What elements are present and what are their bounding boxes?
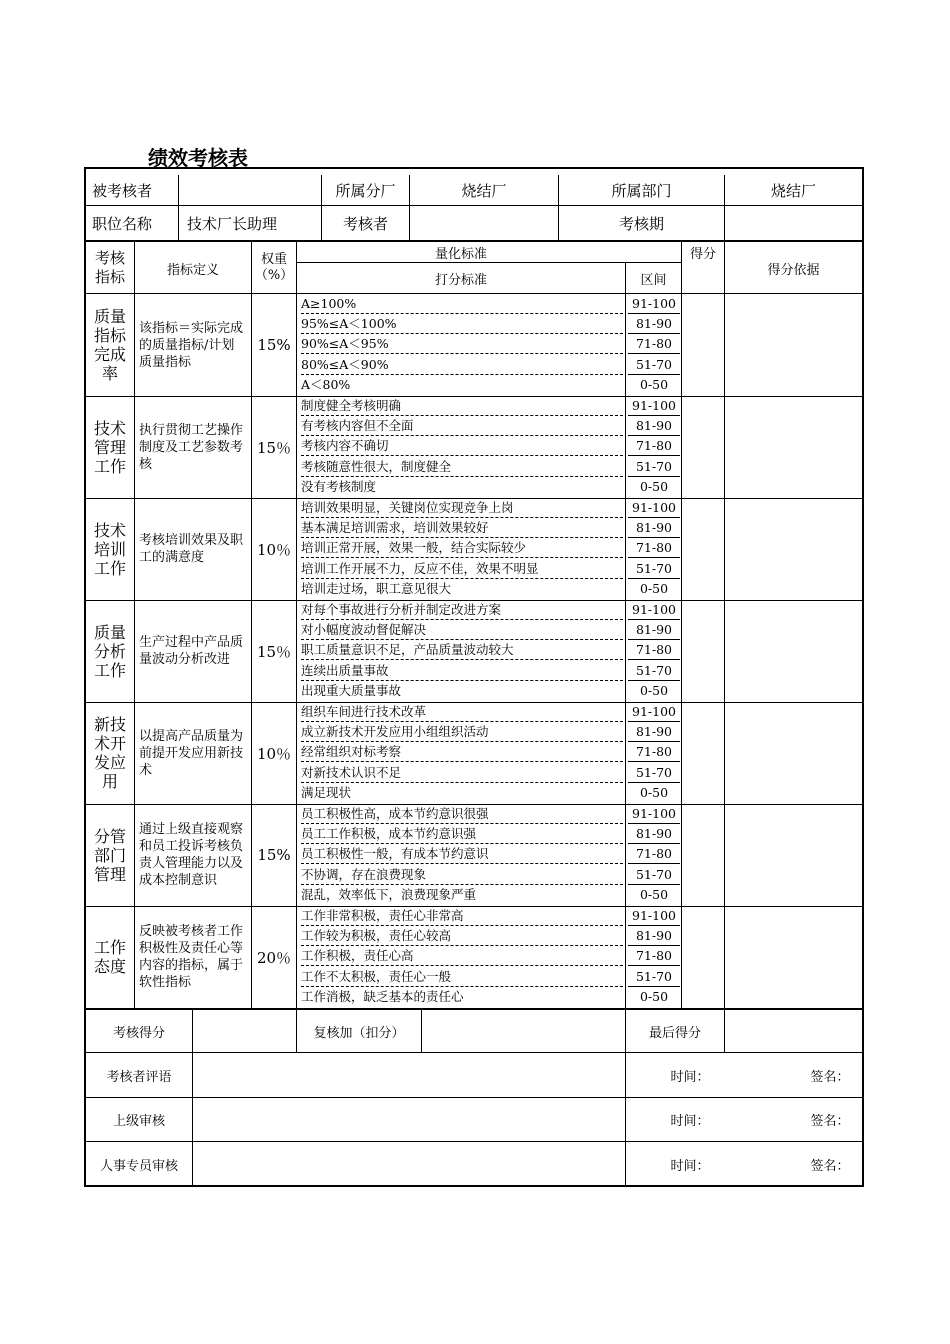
score-range: 91-100 xyxy=(628,703,680,722)
divider xyxy=(84,240,864,242)
examinee-field[interactable] xyxy=(179,175,321,205)
header-definition: 指标定义 xyxy=(166,262,219,278)
examiner-field[interactable] xyxy=(410,206,558,240)
page-title: 绩效考核表 xyxy=(148,146,248,170)
header-quant: 量化标准 xyxy=(434,247,487,262)
score-basis-input[interactable] xyxy=(725,804,862,906)
score-basis-input[interactable] xyxy=(725,498,862,600)
score-input[interactable] xyxy=(682,294,724,396)
score-label: 考核得分 xyxy=(112,1025,165,1041)
indicator-name: 技术 管理 工作 xyxy=(93,418,126,476)
score-input[interactable] xyxy=(682,396,724,498)
review-label: 复核加（扣分） xyxy=(313,1025,405,1041)
scoring-criterion: 员工积极性高，成本节约意识很强 xyxy=(301,805,623,824)
scoring-criterion: 职工质量意识不足，产品质量波动较大 xyxy=(301,641,623,660)
indicator-weight: 15% xyxy=(257,336,291,354)
indicator-name: 工作 态度 xyxy=(93,938,126,976)
scoring-criterion: 培训效果明显，关键岗位实现竞争上岗 xyxy=(301,499,623,518)
scoring-criterion: 员工积极性一般，有成本节约意识 xyxy=(301,845,623,864)
score-basis-input[interactable] xyxy=(725,600,862,702)
score-range: 71-80 xyxy=(628,641,680,660)
indicator-definition: 考核培训效果及职工的满意度 xyxy=(139,533,244,565)
indicator-name: 新技 术开 发应 用 xyxy=(93,715,126,791)
score-range: 81-90 xyxy=(628,927,680,946)
score-range: 0-50 xyxy=(639,478,669,494)
header-basis: 得分依据 xyxy=(767,262,820,278)
indicator-weight: 15％ xyxy=(256,642,292,661)
scoring-criterion: 考核随意性很大，制度健全 xyxy=(301,458,623,477)
score-input[interactable] xyxy=(682,702,724,804)
scoring-criterion: 满足现状 xyxy=(301,784,352,800)
examinee-label: 被考核者 xyxy=(92,181,153,200)
comment-label: 考核者评语 xyxy=(106,1069,172,1085)
indicator-name: 分管 部门 管理 xyxy=(93,826,126,884)
dept-label: 所属部门 xyxy=(611,181,672,200)
indicator-name: 技术 培训 工作 xyxy=(93,520,126,578)
scoring-criterion: 工作非常积极，责任心非常高 xyxy=(301,907,623,926)
score-range: 71-80 xyxy=(628,437,680,456)
score-range: 81-90 xyxy=(628,519,680,538)
score-input[interactable] xyxy=(682,906,724,1008)
scoring-criterion: 对小幅度波动督促解决 xyxy=(301,621,623,640)
header-interval: 区间 xyxy=(640,272,667,288)
hr-field[interactable] xyxy=(193,1142,625,1187)
hr-sign-label: 签名： xyxy=(810,1159,850,1174)
score-basis-input[interactable] xyxy=(725,906,862,1008)
scoring-criterion: 95%≤A＜100% xyxy=(301,315,623,334)
dept-value: 烧结厂 xyxy=(770,181,816,200)
branch-value: 烧结厂 xyxy=(461,181,507,200)
score-basis-input[interactable] xyxy=(725,294,862,396)
score-range: 91-100 xyxy=(628,499,680,518)
score-range: 81-90 xyxy=(628,315,680,334)
scoring-criterion: 成立新技术开发应用小组组织活动 xyxy=(301,723,623,742)
scoring-criterion: 连续出质量事故 xyxy=(301,662,623,681)
scoring-criterion: 90%≤A＜95% xyxy=(301,335,623,354)
header-score: 得分 xyxy=(689,247,716,262)
superior-field[interactable] xyxy=(193,1098,625,1141)
superior-label: 上级审核 xyxy=(112,1114,165,1129)
score-range: 0-50 xyxy=(639,580,669,596)
scoring-criterion: 培训走过场，职工意见很大 xyxy=(301,580,452,596)
score-range: 51-70 xyxy=(628,968,680,987)
superior-time-label: 时间： xyxy=(670,1114,710,1129)
score-range: 71-80 xyxy=(628,947,680,966)
score-basis-input[interactable] xyxy=(725,702,862,804)
score-range: 51-70 xyxy=(628,662,680,681)
scoring-criterion: A≥100% xyxy=(301,295,623,314)
score-input[interactable] xyxy=(682,804,724,906)
divider xyxy=(625,262,626,1008)
scoring-criterion: 培训正常开展，效果一般，结合实际较少 xyxy=(301,539,623,558)
position-label: 职位名称 xyxy=(92,214,153,233)
superior-sign-label: 签名： xyxy=(810,1114,850,1129)
indicator-weight: 10％ xyxy=(256,540,292,559)
score-range: 51-70 xyxy=(628,866,680,885)
score-range: 0-50 xyxy=(639,988,669,1004)
comment-field[interactable] xyxy=(193,1053,625,1097)
score-basis-input[interactable] xyxy=(725,396,862,498)
score-range: 0-50 xyxy=(639,784,669,800)
score-range: 91-100 xyxy=(628,907,680,926)
score-field[interactable] xyxy=(193,1010,296,1052)
indicator-definition: 该指标＝实际完成的质量指标/计划质量指标 xyxy=(139,320,244,370)
scoring-criterion: 出现重大质量事故 xyxy=(301,682,402,698)
divider xyxy=(296,242,297,1008)
scoring-criterion: 组织车间进行技术改革 xyxy=(301,703,623,722)
scoring-criterion: 培训工作开展不力，反应不佳，效果不明显 xyxy=(301,560,623,579)
score-range: 0-50 xyxy=(639,682,669,698)
indicator-definition: 反映被考核者工作积极性及责任心等内容的指标，属于软性指标 xyxy=(139,924,244,990)
score-range: 51-70 xyxy=(628,560,680,579)
indicator-definition: 以提高产品质量为前提开发应用新技术 xyxy=(139,728,244,778)
period-field[interactable] xyxy=(725,206,862,240)
score-range: 51-70 xyxy=(628,458,680,477)
score-range: 71-80 xyxy=(628,539,680,558)
score-range: 51-70 xyxy=(628,356,680,375)
score-range: 91-100 xyxy=(628,295,680,314)
final-field[interactable] xyxy=(725,1010,862,1052)
score-input[interactable] xyxy=(682,600,724,702)
indicator-definition: 生产过程中产品质量波动分析改进 xyxy=(139,635,244,667)
scoring-criterion: 工作积极，责任心高 xyxy=(301,947,623,966)
scoring-criterion: 有考核内容但不全面 xyxy=(301,417,623,436)
branch-label: 所属分厂 xyxy=(335,181,396,200)
scoring-criterion: 对新技术认识不足 xyxy=(301,764,623,783)
hr-label: 人事专员审核 xyxy=(99,1159,178,1174)
scoring-criterion: 工作较为积极，责任心较高 xyxy=(301,927,623,946)
scoring-criterion: 对每个事故进行分析并制定改进方案 xyxy=(301,601,623,620)
comment-time-label: 时间： xyxy=(670,1069,710,1085)
header-indicator: 考核 指标 xyxy=(94,249,125,286)
score-range: 71-80 xyxy=(628,335,680,354)
score-range: 0-50 xyxy=(639,376,669,392)
scoring-criterion: 考核内容不确切 xyxy=(301,437,623,456)
indicator-weight: 15% xyxy=(257,846,291,864)
position-value: 技术厂长助理 xyxy=(187,214,278,233)
examiner-label: 考核者 xyxy=(342,214,388,233)
scoring-criterion: 基本满足培训需求，培训效果较好 xyxy=(301,519,623,538)
score-range: 0-50 xyxy=(639,886,669,902)
scoring-criterion: 员工工作积极，成本节约意识强 xyxy=(301,825,623,844)
scoring-criterion: 80%≤A＜90% xyxy=(301,356,623,375)
scoring-criterion: 不协调，存在浪费现象 xyxy=(301,866,623,885)
score-range: 71-80 xyxy=(628,743,680,762)
score-input[interactable] xyxy=(682,498,724,600)
score-range: 81-90 xyxy=(628,621,680,640)
scoring-criterion: 制度健全考核明确 xyxy=(301,397,623,416)
indicator-name: 质量 指标 完成 率 xyxy=(93,307,126,383)
score-range: 71-80 xyxy=(628,845,680,864)
indicator-weight: 20％ xyxy=(256,948,292,967)
indicator-definition: 执行贯彻工艺操作制度及工艺参数考核 xyxy=(139,422,244,472)
score-range: 81-90 xyxy=(628,417,680,436)
period-label: 考核期 xyxy=(618,214,664,233)
scoring-criterion: 工作消极，缺乏基本的责任心 xyxy=(301,988,464,1004)
comment-sign-label: 签名： xyxy=(810,1069,850,1085)
header-criteria: 打分标准 xyxy=(434,272,487,288)
score-range: 91-100 xyxy=(628,397,680,416)
header-weight: 权重（%） xyxy=(254,252,294,283)
score-range: 51-70 xyxy=(628,764,680,783)
indicator-weight: 15％ xyxy=(256,438,292,457)
indicator-weight: 10％ xyxy=(256,744,292,763)
final-label: 最后得分 xyxy=(648,1025,701,1041)
score-range: 91-100 xyxy=(628,805,680,824)
scoring-criterion: 经常组织对标考察 xyxy=(301,743,623,762)
scoring-criterion: 没有考核制度 xyxy=(301,478,377,494)
score-range: 81-90 xyxy=(628,723,680,742)
hr-time-label: 时间： xyxy=(670,1159,710,1174)
indicator-name: 质量 分析 工作 xyxy=(93,622,126,680)
score-range: 91-100 xyxy=(628,601,680,620)
scoring-criterion: A＜80% xyxy=(301,376,351,392)
indicator-definition: 通过上级直接观察和员工投诉考核负责人管理能力以及成本控制意识 xyxy=(139,822,244,888)
review-field[interactable] xyxy=(422,1010,625,1052)
scoring-criterion: 混乱，效率低下，浪费现象严重 xyxy=(301,886,477,902)
score-range: 81-90 xyxy=(628,825,680,844)
scoring-criterion: 工作不太积极，责任心一般 xyxy=(301,968,623,987)
